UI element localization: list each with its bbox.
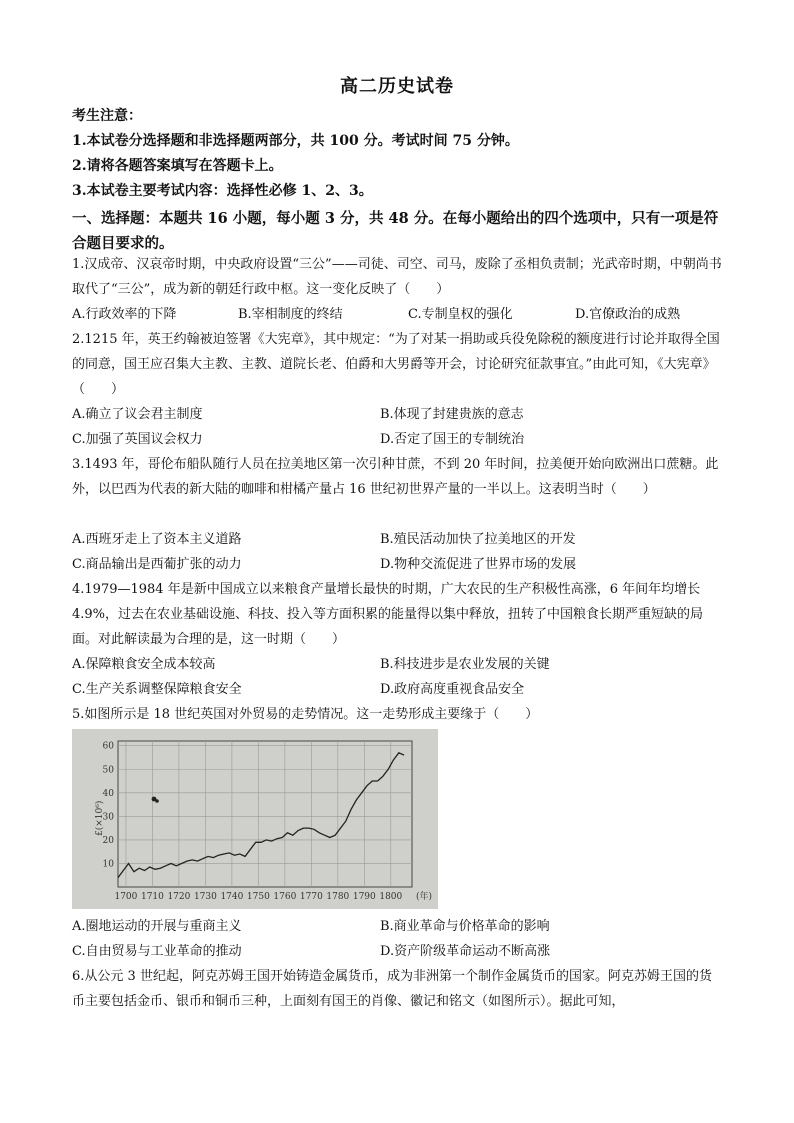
exam-notes (72, 104, 732, 204)
y-tick-label: 50 (102, 765, 114, 776)
notes-heading: 考生注意： (72, 108, 142, 124)
option-d[interactable]: D.否定了国王的专制统治 (380, 432, 525, 447)
section-heading: 一、选择题：本题共 16 小题，每小题 3 分，共 48 分。在每小题给出的四个选项中，只有一项是符合题目要求的。 (72, 210, 719, 252)
option-b[interactable]: B.商业革命与价格革命的影响 (380, 919, 550, 934)
question-5-options (72, 914, 722, 964)
question-3-options (72, 527, 722, 577)
x-tick-label: 1780 (326, 892, 350, 902)
note-item: 2.请将各题答案填写在答题卡上。 (72, 158, 283, 174)
option-d[interactable]: D.物种交流促进了世界市场的发展 (380, 557, 577, 572)
option-d[interactable]: D.政府高度重视食品安全 (380, 682, 525, 697)
question-3-stem: 3.1493 年，哥伦布船队随行人员在拉美地区第一次引种甘蔗，不到 20 年时间，拉美便开始向欧洲出口蔗糖。此外，以巴西为代表的新大陆的咖啡和柑橘产量占 16 世纪初世界产量的一半以上。这表明当时（ ） (72, 457, 719, 497)
question-2-options (72, 402, 722, 452)
option-b[interactable]: B.殖民活动加快了拉美地区的开发 (380, 532, 576, 547)
x-tick-label: 1740 (220, 892, 244, 902)
x-tick-label: 1720 (167, 892, 191, 902)
x-tick-label: 1750 (246, 892, 270, 902)
plot-frame (118, 741, 412, 887)
option-d[interactable]: D.资产阶级革命运动不断高涨 (380, 944, 551, 959)
option-c[interactable]: C.生产关系调整保障粮食安全 (72, 682, 242, 697)
note-item: 3.本试卷主要考试内容：选择性必修 1、2、3。 (72, 183, 373, 199)
question-4-options (72, 652, 722, 702)
option-b[interactable]: B.宰相制度的终结 (238, 307, 343, 322)
question-5-stem: 5.如图所示是 18 世纪英国对外贸易的走势情况。这一走势形成主要缘于（ ） (72, 707, 539, 722)
option-a[interactable]: A.行政效率的下降 (72, 307, 177, 322)
x-tick-label: 1700 (114, 892, 138, 902)
y-tick-label: 60 (102, 741, 114, 752)
option-c[interactable]: C.专制皇权的强化 (408, 307, 513, 322)
x-axis-label: (年) (416, 892, 433, 902)
option-d[interactable]: D.官僚政治的成熟 (575, 307, 681, 322)
x-tick-label: 1730 (193, 892, 217, 902)
question-4-stem: 4.1979—1984 年是新中国成立以来粮食产量增长最快的时期，广大农民的生产积极性高涨，6 年间年均增长 4.9%，过去在农业基础设施、科技、投入等方面积累的能量得以集中释放，扭转了中国粮食长期严重短缺的局面。对此解读最为合理的是，这一时期（ ） (72, 582, 704, 647)
question-6-stem: 6.从公元 3 世纪起，阿克苏姆王国开始铸造金属货币，成为非洲第一个制作金属货币的国家。阿克苏姆王国的货币主要包括金币、银币和铜币三种，上面刻有国王的肖像、徽记和铭文（如图所示）。据此可知， (72, 969, 712, 1009)
option-a[interactable]: A.西班牙走上了资本主义道路 (72, 532, 242, 547)
ink-mark (155, 799, 159, 803)
y-axis-label: £(×10⁶) (95, 800, 105, 836)
y-tick-label: 20 (102, 835, 114, 846)
x-tick-label: 1800 (379, 892, 403, 902)
option-c[interactable]: C.加强了英国议会权力 (72, 432, 203, 447)
question-1-stem: 1.汉成帝、汉哀帝时期，中央政府设置“三公”——司徒、司空、司马，废除了丞相负责制；光武帝时期，中朝尚书取代了“三公”，成为新的朝廷行政中枢。这一变化反映了（ ） (72, 257, 722, 297)
option-a[interactable]: A.圈地运动的开展与重商主义 (72, 919, 242, 934)
option-a[interactable]: A.保障粮食安全成本较高 (72, 657, 216, 672)
option-c[interactable]: C.自由贸易与工业革命的推动 (72, 944, 242, 959)
y-tick-label: 30 (102, 812, 114, 823)
trade-line-chart (72, 729, 438, 909)
option-b[interactable]: B.体现了封建贵族的意志 (380, 407, 524, 422)
option-b[interactable]: B.科技进步是农业发展的关键 (380, 657, 550, 672)
series-line (118, 753, 404, 878)
x-tick-label: 1770 (299, 892, 323, 902)
note-item: 1.本试卷分选择题和非选择题两部分，共 100 分。考试时间 75 分钟。 (72, 133, 519, 149)
page-title: 高二历史试卷 (340, 76, 454, 97)
x-tick-label: 1760 (273, 892, 297, 902)
option-c[interactable]: C.商品输出是西葡扩张的动力 (72, 557, 242, 572)
question-2-stem: 2.1215 年，英王约翰被迫签署《大宪章》，其中规定：“为了对某一捐助或兵役免除税的额度进行讨论并取得全国的同意，国王应召集大主教、主教、道院长老、伯爵和大男爵等开会，讨论研究征款事宜。”由此可知，《大宪章》（ ） (72, 332, 720, 397)
y-tick-label: 10 (102, 859, 114, 870)
y-tick-label: 40 (102, 788, 114, 799)
x-tick-label: 1790 (352, 892, 376, 902)
trade-chart (72, 729, 438, 909)
x-tick-label: 1710 (140, 892, 164, 902)
option-a[interactable]: A.确立了议会君主制度 (72, 407, 203, 422)
